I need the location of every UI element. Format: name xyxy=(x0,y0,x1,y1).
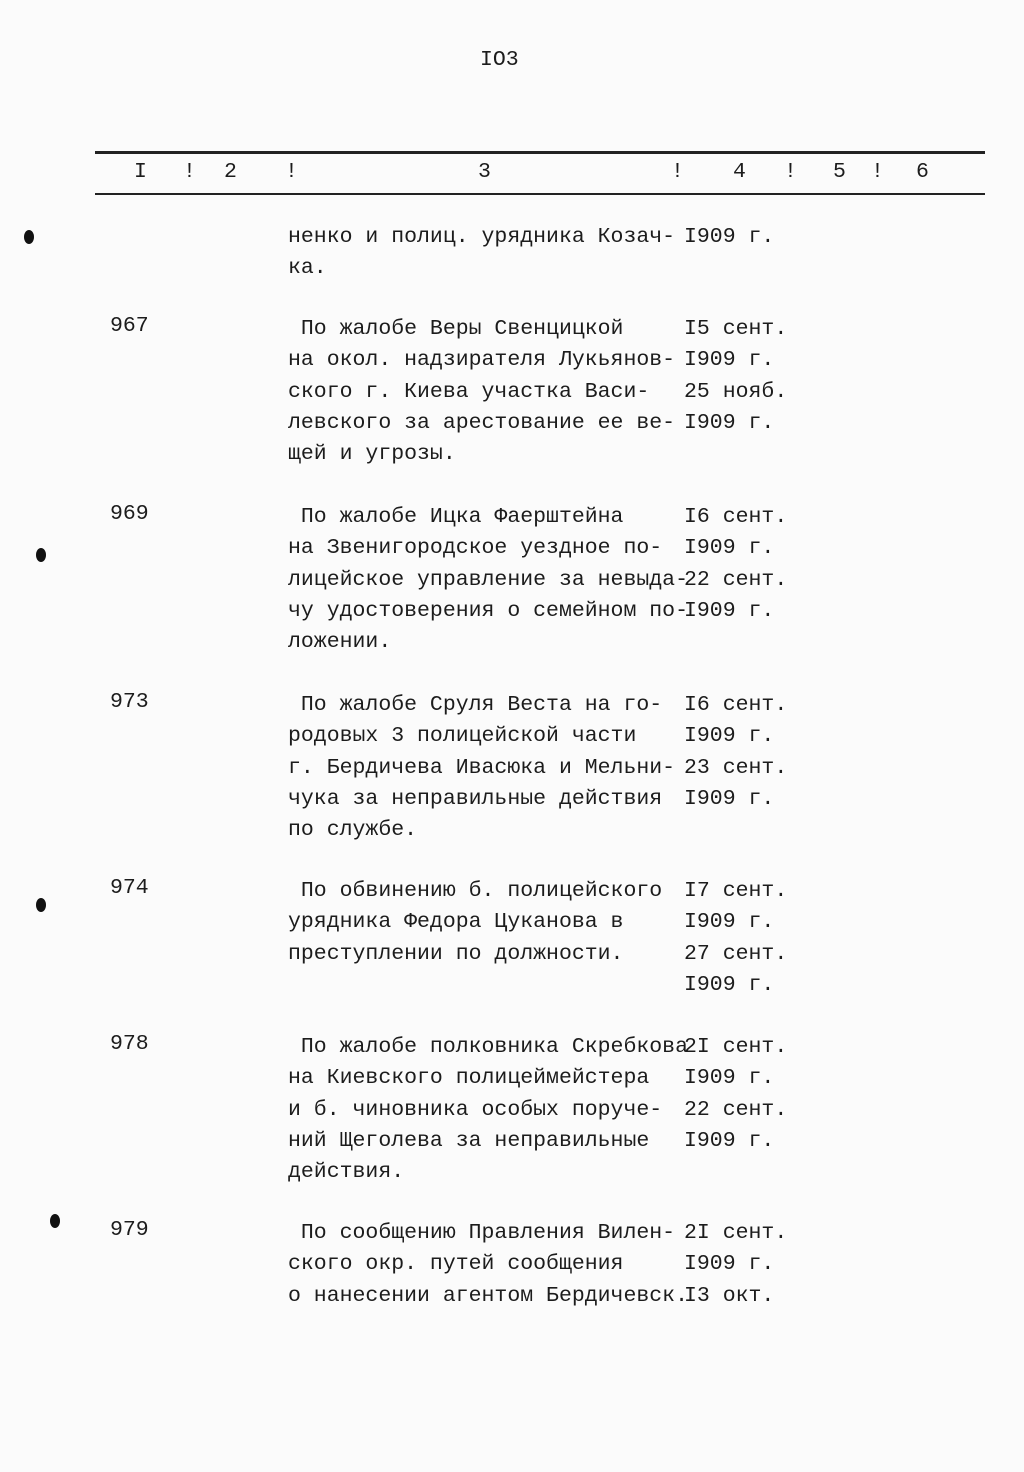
col-sep: ! xyxy=(784,160,797,184)
date-line: I909 г. xyxy=(684,786,775,811)
date-line: I909 г. xyxy=(684,1128,775,1153)
entry-number: 974 xyxy=(110,876,149,900)
col-sep: ! xyxy=(671,160,684,184)
date-line: I909 г. xyxy=(684,536,775,561)
description-line: По обвинению б. полицейского xyxy=(288,879,663,903)
col-6: 6 xyxy=(916,160,929,184)
description-line: ненко и полиц. урядника Козач- xyxy=(288,225,676,249)
entry-dates xyxy=(684,876,787,1001)
col-sep: ! xyxy=(871,160,884,184)
col-2: 2 xyxy=(224,160,237,184)
entry-dates xyxy=(684,314,787,439)
entry-number: 978 xyxy=(110,1032,149,1056)
entry-dates xyxy=(684,690,787,815)
entry-description xyxy=(288,690,675,846)
entry-dates xyxy=(684,222,774,253)
date-line: 22 сент. xyxy=(684,1097,788,1122)
description-line: чука за неправильные действия xyxy=(288,786,663,811)
description-line: По жалобе Веры Свенцицкой xyxy=(288,317,624,341)
entry-description xyxy=(288,222,675,285)
description-line: ложении. xyxy=(288,630,392,655)
date-line: I7 сент. xyxy=(684,879,788,903)
col-5: 5 xyxy=(833,160,846,184)
col-1: I xyxy=(134,160,147,184)
description-line: на окол. надзирателя Лукьянов- xyxy=(288,348,676,373)
entry-description xyxy=(288,876,662,970)
date-line: 27 сент. xyxy=(684,941,788,966)
col-sep: ! xyxy=(183,160,196,184)
col-sep: ! xyxy=(285,160,298,184)
date-line: 2I сент. xyxy=(684,1035,788,1059)
entry-description xyxy=(288,502,688,658)
description-line: на Киевского полицеймейстера xyxy=(288,1066,650,1091)
punch-hole-mark xyxy=(24,230,34,244)
date-line: I909 г. xyxy=(684,410,775,435)
date-line: 23 сент. xyxy=(684,755,788,780)
entry-number: 969 xyxy=(110,502,149,526)
entry-dates xyxy=(684,502,787,627)
entry-description xyxy=(288,314,675,470)
date-line: I3 окт. xyxy=(684,1283,775,1308)
entry-description xyxy=(288,1032,688,1188)
date-line: I909 г. xyxy=(684,1252,775,1277)
punch-hole-mark xyxy=(36,898,46,912)
description-line: ского г. Киева участка Васи- xyxy=(288,379,650,404)
date-line: I909 г. xyxy=(684,348,775,373)
description-line: По жалобе Ицка Фаерштейна xyxy=(288,505,624,529)
description-line: г. Бердичева Ивасюка и Мельни- xyxy=(288,755,676,780)
description-line: По сообщению Правления Вилен- xyxy=(288,1221,676,1245)
punch-hole-mark xyxy=(50,1214,60,1228)
description-line: преступлении по должности. xyxy=(288,941,624,966)
description-line: на Звенигородское уездное по- xyxy=(288,536,663,561)
date-line: I6 сент. xyxy=(684,693,788,717)
description-line: по службе. xyxy=(288,818,418,843)
entry-number: 967 xyxy=(110,314,149,338)
date-line: I909 г. xyxy=(684,1066,775,1091)
description-line: родовых 3 полицейской части xyxy=(288,724,637,749)
date-line: I5 сент. xyxy=(684,317,788,341)
page-number: IO3 xyxy=(480,48,519,72)
description-line: ка. xyxy=(288,256,327,281)
date-line: I909 г. xyxy=(684,598,775,623)
punch-hole-mark xyxy=(36,548,46,562)
description-line: чу удостоверения о семейном по- xyxy=(288,598,688,623)
date-line: I909 г. xyxy=(684,724,775,749)
entry-dates xyxy=(684,1218,787,1312)
date-line: I909 г. xyxy=(684,910,775,935)
description-line: урядника Федора Цуканова в xyxy=(288,910,624,935)
description-line: щей и угрозы. xyxy=(288,442,456,467)
date-line: I909 г. xyxy=(684,225,775,249)
date-line: I6 сент. xyxy=(684,505,788,529)
entry-number: 973 xyxy=(110,690,149,714)
date-line: 25 нояб. xyxy=(684,379,788,404)
description-line: ского окр. путей сообщения xyxy=(288,1252,624,1277)
description-line: действия. xyxy=(288,1160,405,1185)
description-line: о нанесении агентом Бердичевск. xyxy=(288,1283,688,1308)
header-top-rule xyxy=(95,151,985,154)
header-bottom-rule xyxy=(95,193,985,195)
description-line: По жалобе Сруля Веста на го- xyxy=(288,693,663,717)
description-line: лицейское управление за невыда- xyxy=(288,567,688,592)
date-line: I909 г. xyxy=(684,972,775,997)
date-line: 2I сент. xyxy=(684,1221,788,1245)
description-line: и б. чиновника особых поруче- xyxy=(288,1097,663,1122)
col-4: 4 xyxy=(733,160,746,184)
entry-number: 979 xyxy=(110,1218,149,1242)
date-line: 22 сент. xyxy=(684,567,788,592)
col-3: 3 xyxy=(478,160,491,184)
description-line: левского за арестование ее ве- xyxy=(288,410,676,435)
description-line: ний Щеголева за неправильные xyxy=(288,1128,650,1153)
description-line: По жалобе полковника Скребкова xyxy=(288,1035,688,1059)
entry-description xyxy=(288,1218,688,1312)
entry-dates xyxy=(684,1032,787,1157)
